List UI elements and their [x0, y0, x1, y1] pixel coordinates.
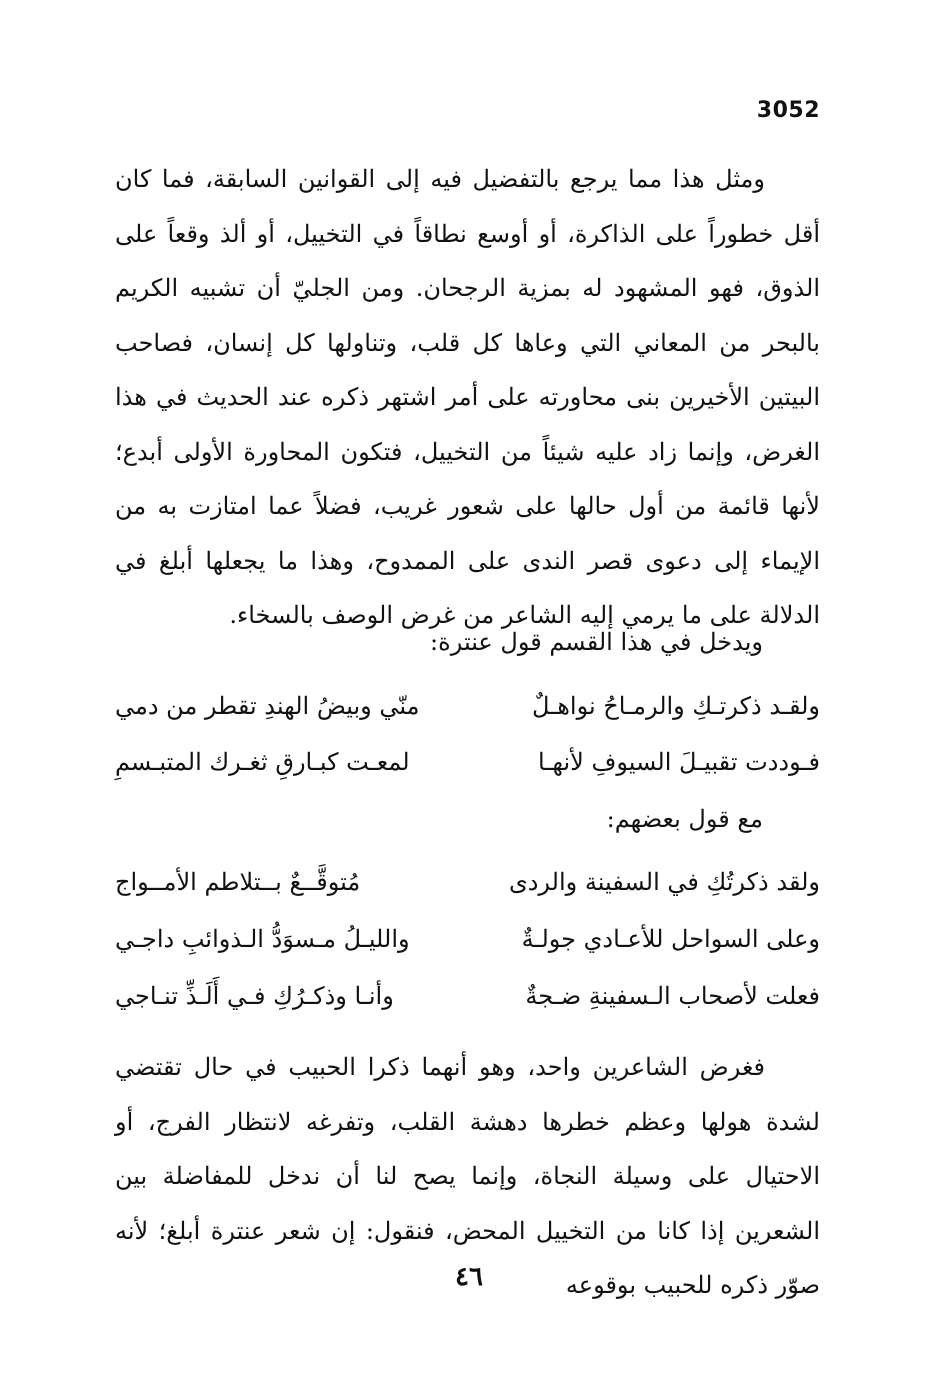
poem-1-intro: ويدخل في هذا القسم قول عنترة: [430, 628, 763, 656]
verse-second-hemistich: والليـلُ مـسوَدُّ الـذوائبِ داجـي [115, 925, 410, 953]
verse-second-hemistich: وأنـا وذكـرُكِ فـي أَلَـذِّ تنـاجي [115, 982, 394, 1010]
poem-1-verse-2 [115, 748, 820, 798]
verse-first-hemistich: ولقد ذكرتُكِ في السفينة والردى [508, 868, 820, 896]
verse-first-hemistich: ولقـد ذكرتـكِ والرمـاحُ نواهـلٌ [532, 692, 820, 720]
page-code: 3052 [756, 98, 820, 123]
page-number: ٤٦ [455, 1262, 483, 1292]
verse-second-hemistich: مُتوقَّــعٌ بــتلاطم الأمــواج [115, 868, 361, 896]
verse-first-hemistich: فعلت لأصحاب الـسفينةِ ضـجةٌ [525, 982, 820, 1010]
paragraph-1-block [115, 152, 820, 643]
verse-second-hemistich: منّي وبيضُ الهندِ تقطر من دمي [115, 692, 420, 720]
verse-first-hemistich: فـوددت تقبيـلَ السيوفِ لأنهـا [538, 748, 820, 776]
paragraph-2: فغرض الشاعرين واحد، وهو أنهما ذكرا الحبيب في حال تقتضي لشدة هولها وعظم خطرها دهشة القلب، وتفرغه لانتظار الفرج، أو الاحتيال على وسيلة النجاة، وإنما يصح لنا أن ندخل للمفاضلة بين الشعرين إذا كانا من التخييل المحض، فنقول: إن شعر عنترة أبلغ؛ لأنه صوّر ذكره للحبيب بوقوعه [115, 1053, 820, 1299]
verse-first-hemistich: وعلى السواحل للأعـادي جولـةٌ [521, 925, 820, 953]
paragraph-1: ومثل هذا مما يرجع بالتفضيل فيه إلى القوانين السابقة، فما كان أقل خطوراً على الذاكرة، أو أوسع نطاقاً في التخييل، أو ألذ وقعاً على الذوق، فهو المشهود له بمزية الرجحان. ومن الجليّ أن تشبيه الكريم بالبحر من المعاني التي وعاها كل قلب، وتناولها كل إنسان، فصاحب البيتين الأخيرين بنى محاورته على أمر اشتهر ذكره عند الحديث في هذا الغرض، وإنما زاد عليه شيئاً من التخييل، فتكون المحاورة الأولى أبدع؛ لأنها قائمة من أول حالها على شعور غريب، فضلاً عما امتازت به من الإيماء إلى دعوى قصر الندى على الممدوح، وهذا ما يجعلها أبلغ في الدلالة على ما يرمي إليه الشاعر من غرض الوصف بالسخاء. [115, 165, 821, 629]
poem-1-verse-1 [115, 692, 820, 742]
poem-2-intro: مع قول بعضهم: [606, 805, 763, 833]
poem-2-verse-1 [115, 868, 820, 918]
poem-2-verse-2 [115, 925, 820, 975]
poem-2-verse-3 [115, 982, 820, 1032]
verse-second-hemistich: لمعـت كبـارقِ ثغـرك المتبـسمِ [115, 748, 410, 776]
